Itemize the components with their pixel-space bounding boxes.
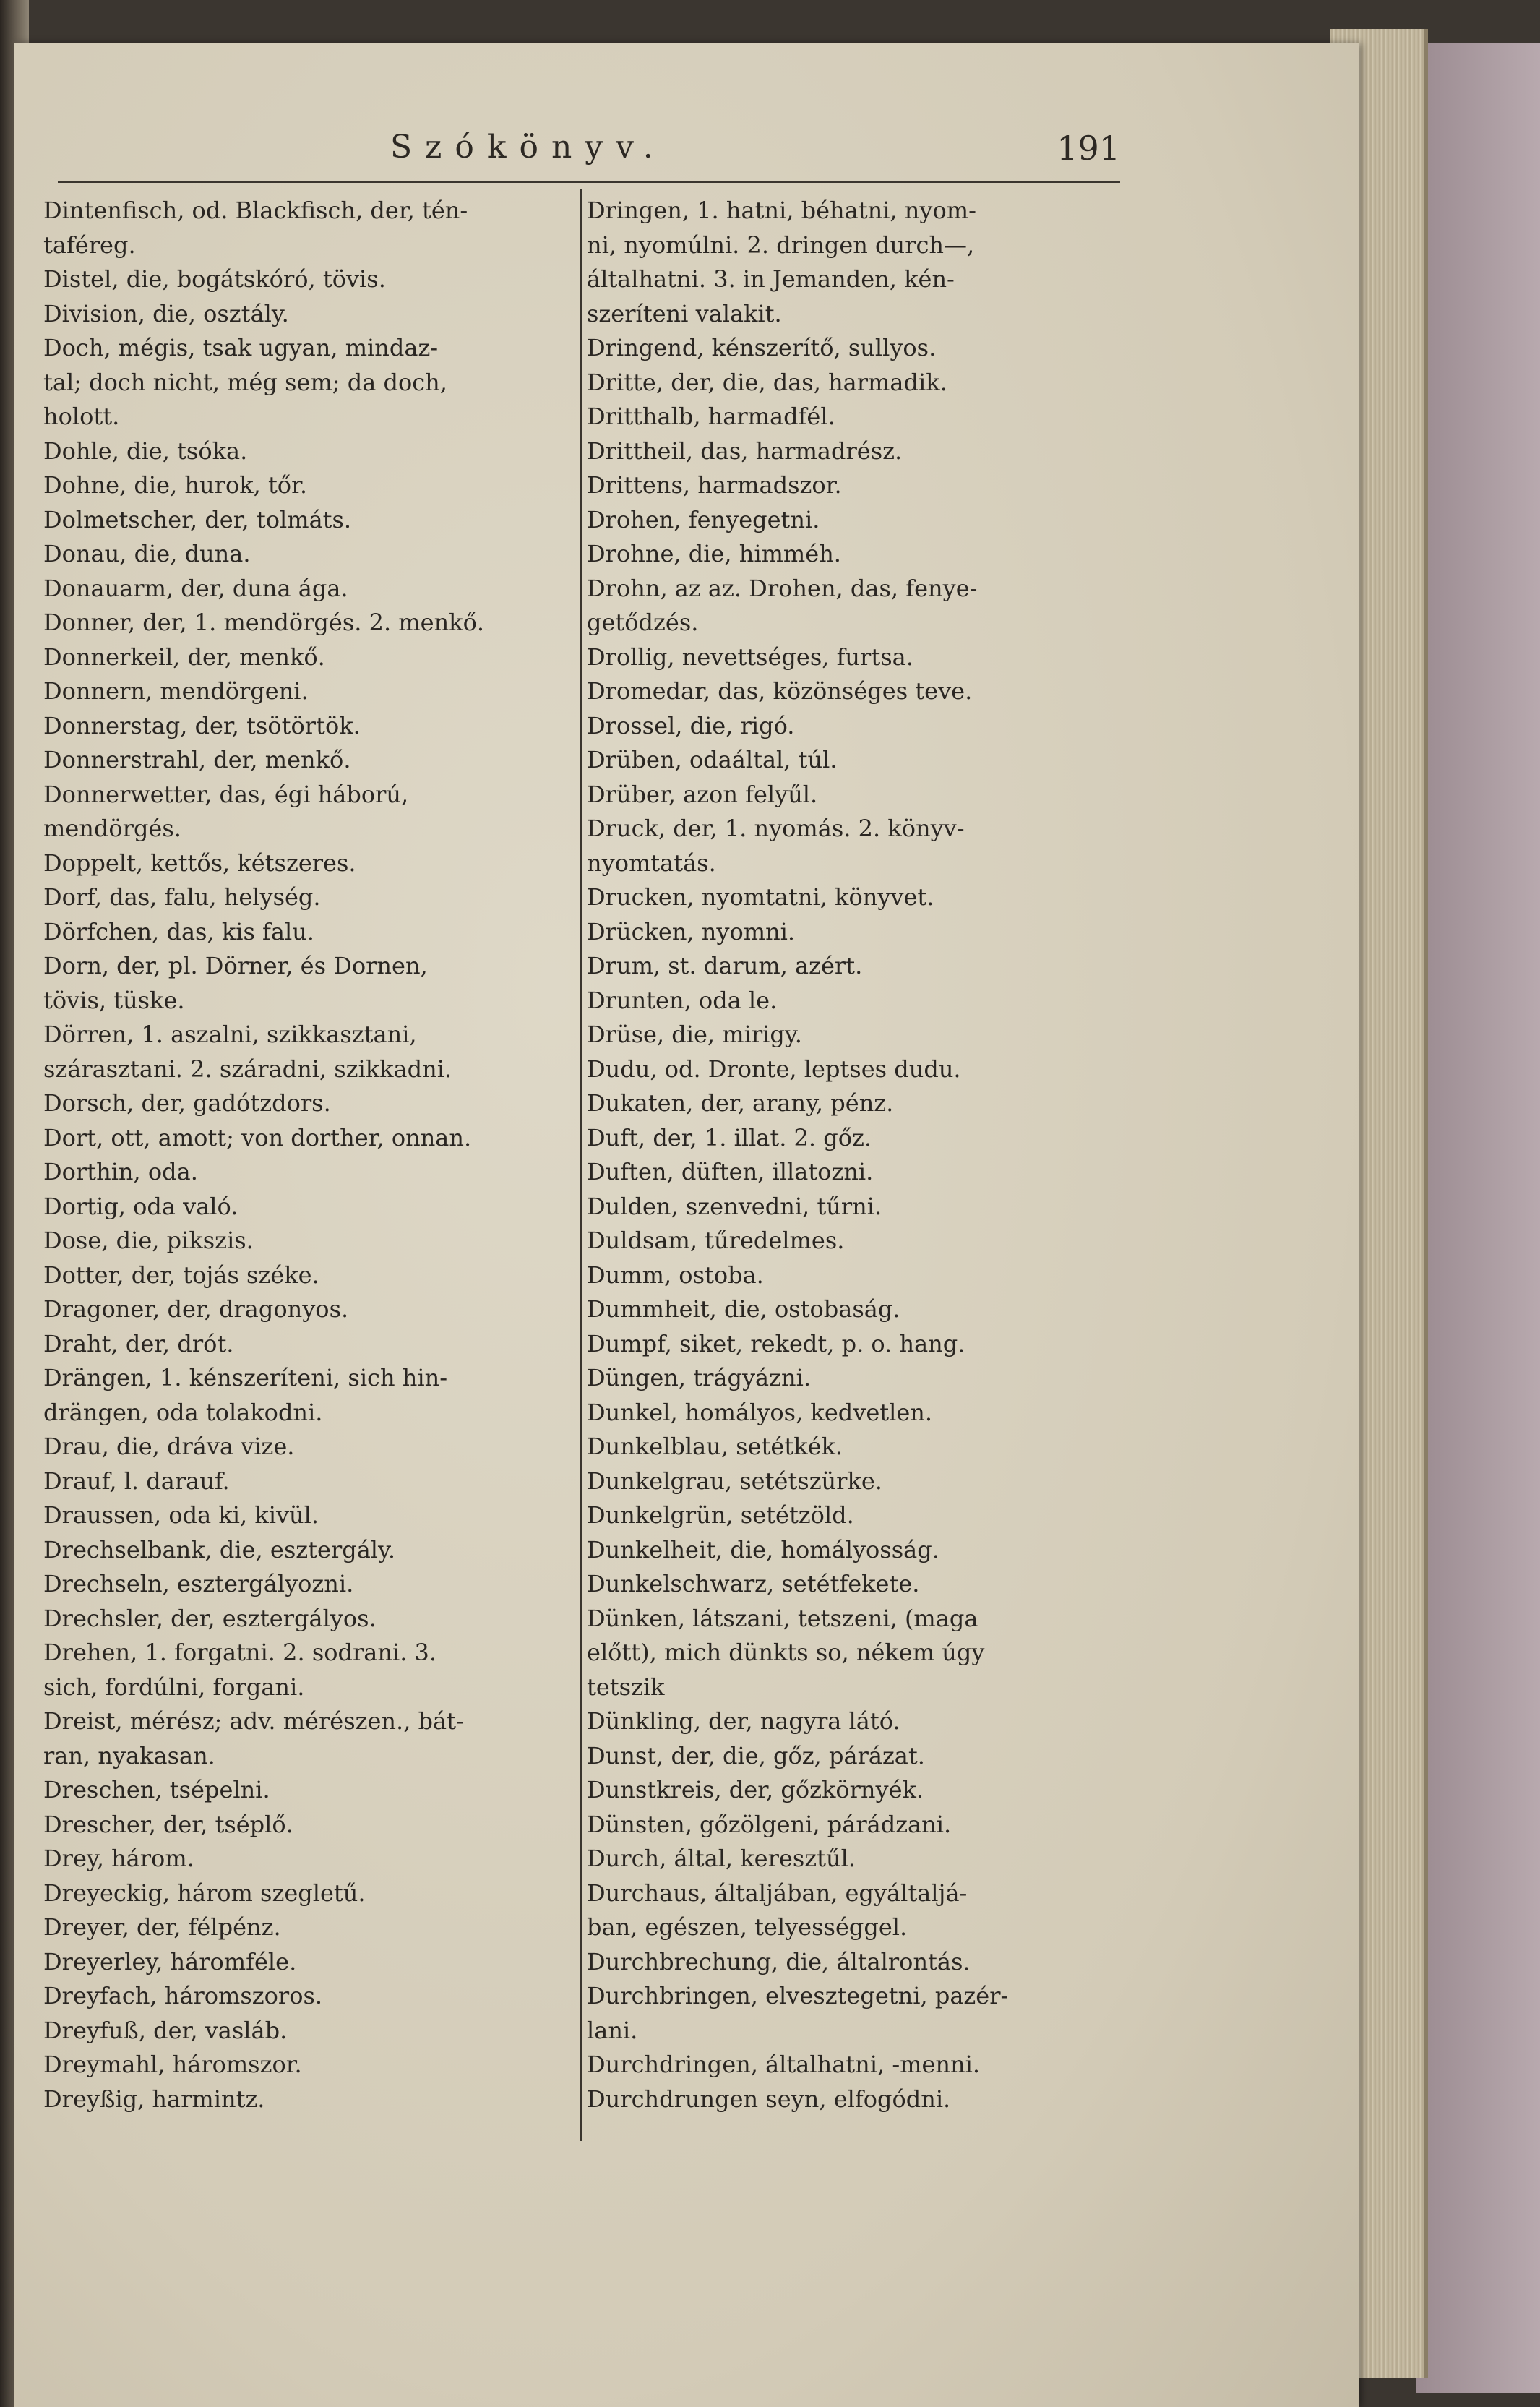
dictionary-line: Donauarm, der, duna ága. [43,574,348,602]
page-number: 191 [1057,129,1120,168]
dictionary-line: Druck, der, 1. nyomás. 2. könyv- [587,815,965,842]
dictionary-line: Dumpf, siket, rekedt, p. o. hang. [587,1329,965,1357]
dictionary-line: Drechseln, esztergályozni. [43,1570,354,1597]
dictionary-line: drängen, oda tolakodni. [43,1398,323,1426]
dictionary-line: Drängen, 1. kénszeríteni, sich hin- [43,1364,448,1391]
dictionary-line: lani. [587,2016,638,2044]
dictionary-line: ban, egészen, telyességgel. [587,1913,908,1941]
dictionary-line: Dünkling, der, nagyra látó. [587,1707,900,1735]
dictionary-line: Donnern, mendörgeni. [43,677,309,705]
dictionary-line: Dringen, 1. hatni, béhatni, nyom- [587,197,976,224]
left-column [43,194,567,2116]
dictionary-line: Drau, die, dráva vize. [43,1433,295,1460]
dictionary-line: Dudu, od. Dronte, leptses dudu. [587,1055,961,1083]
book-cover-edge [1416,43,1540,2393]
dictionary-line: Dreist, mérész; adv. mérészen., bát- [43,1707,464,1735]
dictionary-line: Drucken, nyomtatni, könyvet. [587,883,934,911]
column-divider [580,189,582,2141]
page-header [58,129,1120,172]
dictionary-line: Dohle, die, tsóka. [43,437,248,465]
dictionary-line: Durchdrungen seyn, elfogódni. [587,2085,951,2113]
dictionary-line: Dukaten, der, arany, pénz. [587,1089,894,1117]
dictionary-line: mendörgés. [43,815,181,842]
dictionary-line: Dotter, der, tojás széke. [43,1261,319,1289]
dictionary-line: Dreyßig, harmintz. [43,2085,265,2113]
dictionary-line: Duft, der, 1. illat. 2. gőz. [587,1123,872,1151]
dictionary-line: Dreyfuß, der, vasláb. [43,2016,288,2044]
dictionary-line: Drohn, az az. Drohen, das, fenye- [587,574,978,602]
dictionary-line: Durchdringen, általhatni, -menni. [587,2051,981,2078]
dictionary-line: Drehen, 1. forgatni. 2. sodrani. 3. [43,1639,437,1666]
dictionary-line: Donnerkeil, der, menkő. [43,643,325,671]
right-column [587,194,1122,2116]
dictionary-line: Doppelt, kettős, kétszeres. [43,849,356,877]
dictionary-line: Dünsten, gőzölgeni, párádzani. [587,1810,952,1838]
dictionary-line: Dunkelgrün, setétzöld. [587,1501,854,1529]
dictionary-line: Dorthin, oda. [43,1158,198,1185]
dictionary-line: Dummheit, die, ostobaság. [587,1295,900,1323]
dictionary-line: Doch, mégis, tsak ugyan, mindaz- [43,334,439,361]
dictionary-line: Duften, düften, illatozni. [587,1158,874,1185]
dictionary-line: Drescher, der, tséplő. [43,1810,293,1838]
dictionary-line: Dose, die, pikszis. [43,1227,254,1254]
dictionary-line: Dunkelblau, setétkék. [587,1433,843,1460]
dictionary-line: sich, fordúlni, forgani. [43,1673,305,1701]
dictionary-line: Drohen, fenyegetni. [587,505,820,533]
dictionary-line: Drüber, azon felyűl. [587,780,818,808]
dictionary-line: szeríteni valakit. [587,299,782,327]
dictionary-line: Drittens, harmadszor. [587,471,842,499]
dictionary-line: Drauf, l. darauf. [43,1467,230,1495]
dictionary-line: Dreyer, der, félpénz. [43,1913,281,1941]
dictionary-line: Dromedar, das, közönséges teve. [587,677,973,705]
dictionary-line: holott. [43,403,120,430]
dictionary-line: Duldsam, tűredelmes. [587,1227,845,1254]
dictionary-line: Dreschen, tsépelni. [43,1776,270,1803]
dictionary-line: Donnerwetter, das, égi háború, [43,780,409,808]
dictionary-line: Drum, st. darum, azért. [587,952,863,979]
dictionary-line: taféreg. [43,231,136,259]
dictionary-line: Dörren, 1. aszalni, szikkasztani, [43,1021,417,1048]
dictionary-line: tetszik [587,1673,665,1701]
dictionary-line: Dunstkreis, der, gőzkörnyék. [587,1776,924,1803]
dictionary-line: Drittheil, das, harmadrész. [587,437,903,465]
dictionary-line: Dunkelgrau, setétszürke. [587,1467,882,1495]
dictionary-line: Dünken, látszani, tetszeni, (maga [587,1604,978,1632]
dictionary-line: Dorn, der, pl. Dörner, és Dornen, [43,952,428,979]
dictionary-line: Dreyerley, háromféle. [43,1947,297,1975]
dictionary-line: Draht, der, drót. [43,1329,234,1357]
dictionary-line: Dolmetscher, der, tolmáts. [43,505,352,533]
dictionary-line: Drunten, oda le. [587,986,778,1014]
running-title: Szókönyv. [390,129,666,166]
dictionary-line: Dumm, ostoba. [587,1261,764,1289]
dictionary-line: Dreymahl, háromszor. [43,2051,302,2078]
dictionary-line: ran, nyakasan. [43,1741,215,1769]
dictionary-line: Dulden, szenvedni, tűrni. [587,1192,882,1220]
dictionary-line: Donau, die, duna. [43,540,251,567]
dictionary-line: Dunkelschwarz, setétfekete. [587,1570,920,1597]
dictionary-line: Dintenfisch, od. Blackfisch, der, tén- [43,197,468,224]
dictionary-line: Dunkel, homályos, kedvetlen. [587,1398,933,1426]
dictionary-line: Dohne, die, hurok, tőr. [43,471,308,499]
dictionary-line: Dritte, der, die, das, harmadik. [587,368,947,396]
dictionary-line: getődzés. [587,609,699,636]
dictionary-line: Dragoner, der, dragonyos. [43,1295,349,1323]
dictionary-line: Distel, die, bogátskóró, tövis. [43,265,386,293]
dictionary-line: Donnerstag, der, tsötörtök. [43,711,361,739]
dictionary-line: szárasztani. 2. száradni, szikkadni. [43,1055,452,1083]
dictionary-line: Dorsch, der, gadótzdors. [43,1089,331,1117]
dictionary-line: Drossel, die, rigó. [587,711,795,739]
dictionary-line: Dringend, kénszerítő, sullyos. [587,334,937,361]
dictionary-line: Drechsler, der, esztergályos. [43,1604,377,1632]
dictionary-line: ni, nyomúlni. 2. dringen durch—, [587,231,975,259]
dictionary-line: Dörfchen, das, kis falu. [43,917,314,945]
dictionary-line: Drechselbank, die, esztergály. [43,1535,396,1563]
header-rule [58,181,1120,183]
dictionary-line: Donnerstrahl, der, menkő. [43,746,351,773]
dictionary-line: Drücken, nyomni. [587,917,796,945]
dictionary-line: Durchbrechung, die, általrontás. [587,1947,971,1975]
dictionary-line: tövis, tüske. [43,986,185,1014]
dictionary-line: Dunkelheit, die, homályosság. [587,1535,939,1563]
dictionary-line: Dunst, der, die, gőz, párázat. [587,1741,925,1769]
dictionary-line: Dritthalb, harmadfél. [587,403,835,430]
dictionary-line: Drohne, die, himméh. [587,540,841,567]
dictionary-line: előtt), mich dünkts so, nékem úgy [587,1639,985,1666]
dictionary-line: nyomtatás. [587,849,716,877]
dictionary-line: Düngen, trágyázni. [587,1364,811,1391]
dictionary-line: Division, die, osztály. [43,299,289,327]
dictionary-line: Durchaus, általjában, egyáltaljá- [587,1879,968,1907]
dictionary-line: Donner, der, 1. mendörgés. 2. menkő. [43,609,484,636]
dictionary-line: Drüben, odaáltal, túl. [587,746,838,773]
dictionary-line: Durchbringen, elvesztegetni, pazér- [587,1982,1009,2009]
dictionary-line: Drey, három. [43,1845,194,1872]
dictionary-line: általhatni. 3. in Jemanden, kén- [587,265,955,293]
dictionary-line: Dortig, oda való. [43,1192,238,1220]
dictionary-line: Dort, ott, amott; von dorther, onnan. [43,1123,472,1151]
dictionary-line: Drollig, nevettséges, furtsa. [587,643,913,671]
dictionary-line: Draussen, oda ki, kivül. [43,1501,319,1529]
dictionary-line: Dreyfach, háromszoros. [43,1982,323,2009]
dictionary-line: Dorf, das, falu, helység. [43,883,321,911]
dictionary-line: Durch, által, keresztűl. [587,1845,856,1872]
dictionary-line: Dreyeckig, három szegletű. [43,1879,366,1907]
dictionary-line: tal; doch nicht, még sem; da doch, [43,368,447,396]
dictionary-line: Drüse, die, mirigy. [587,1021,802,1048]
